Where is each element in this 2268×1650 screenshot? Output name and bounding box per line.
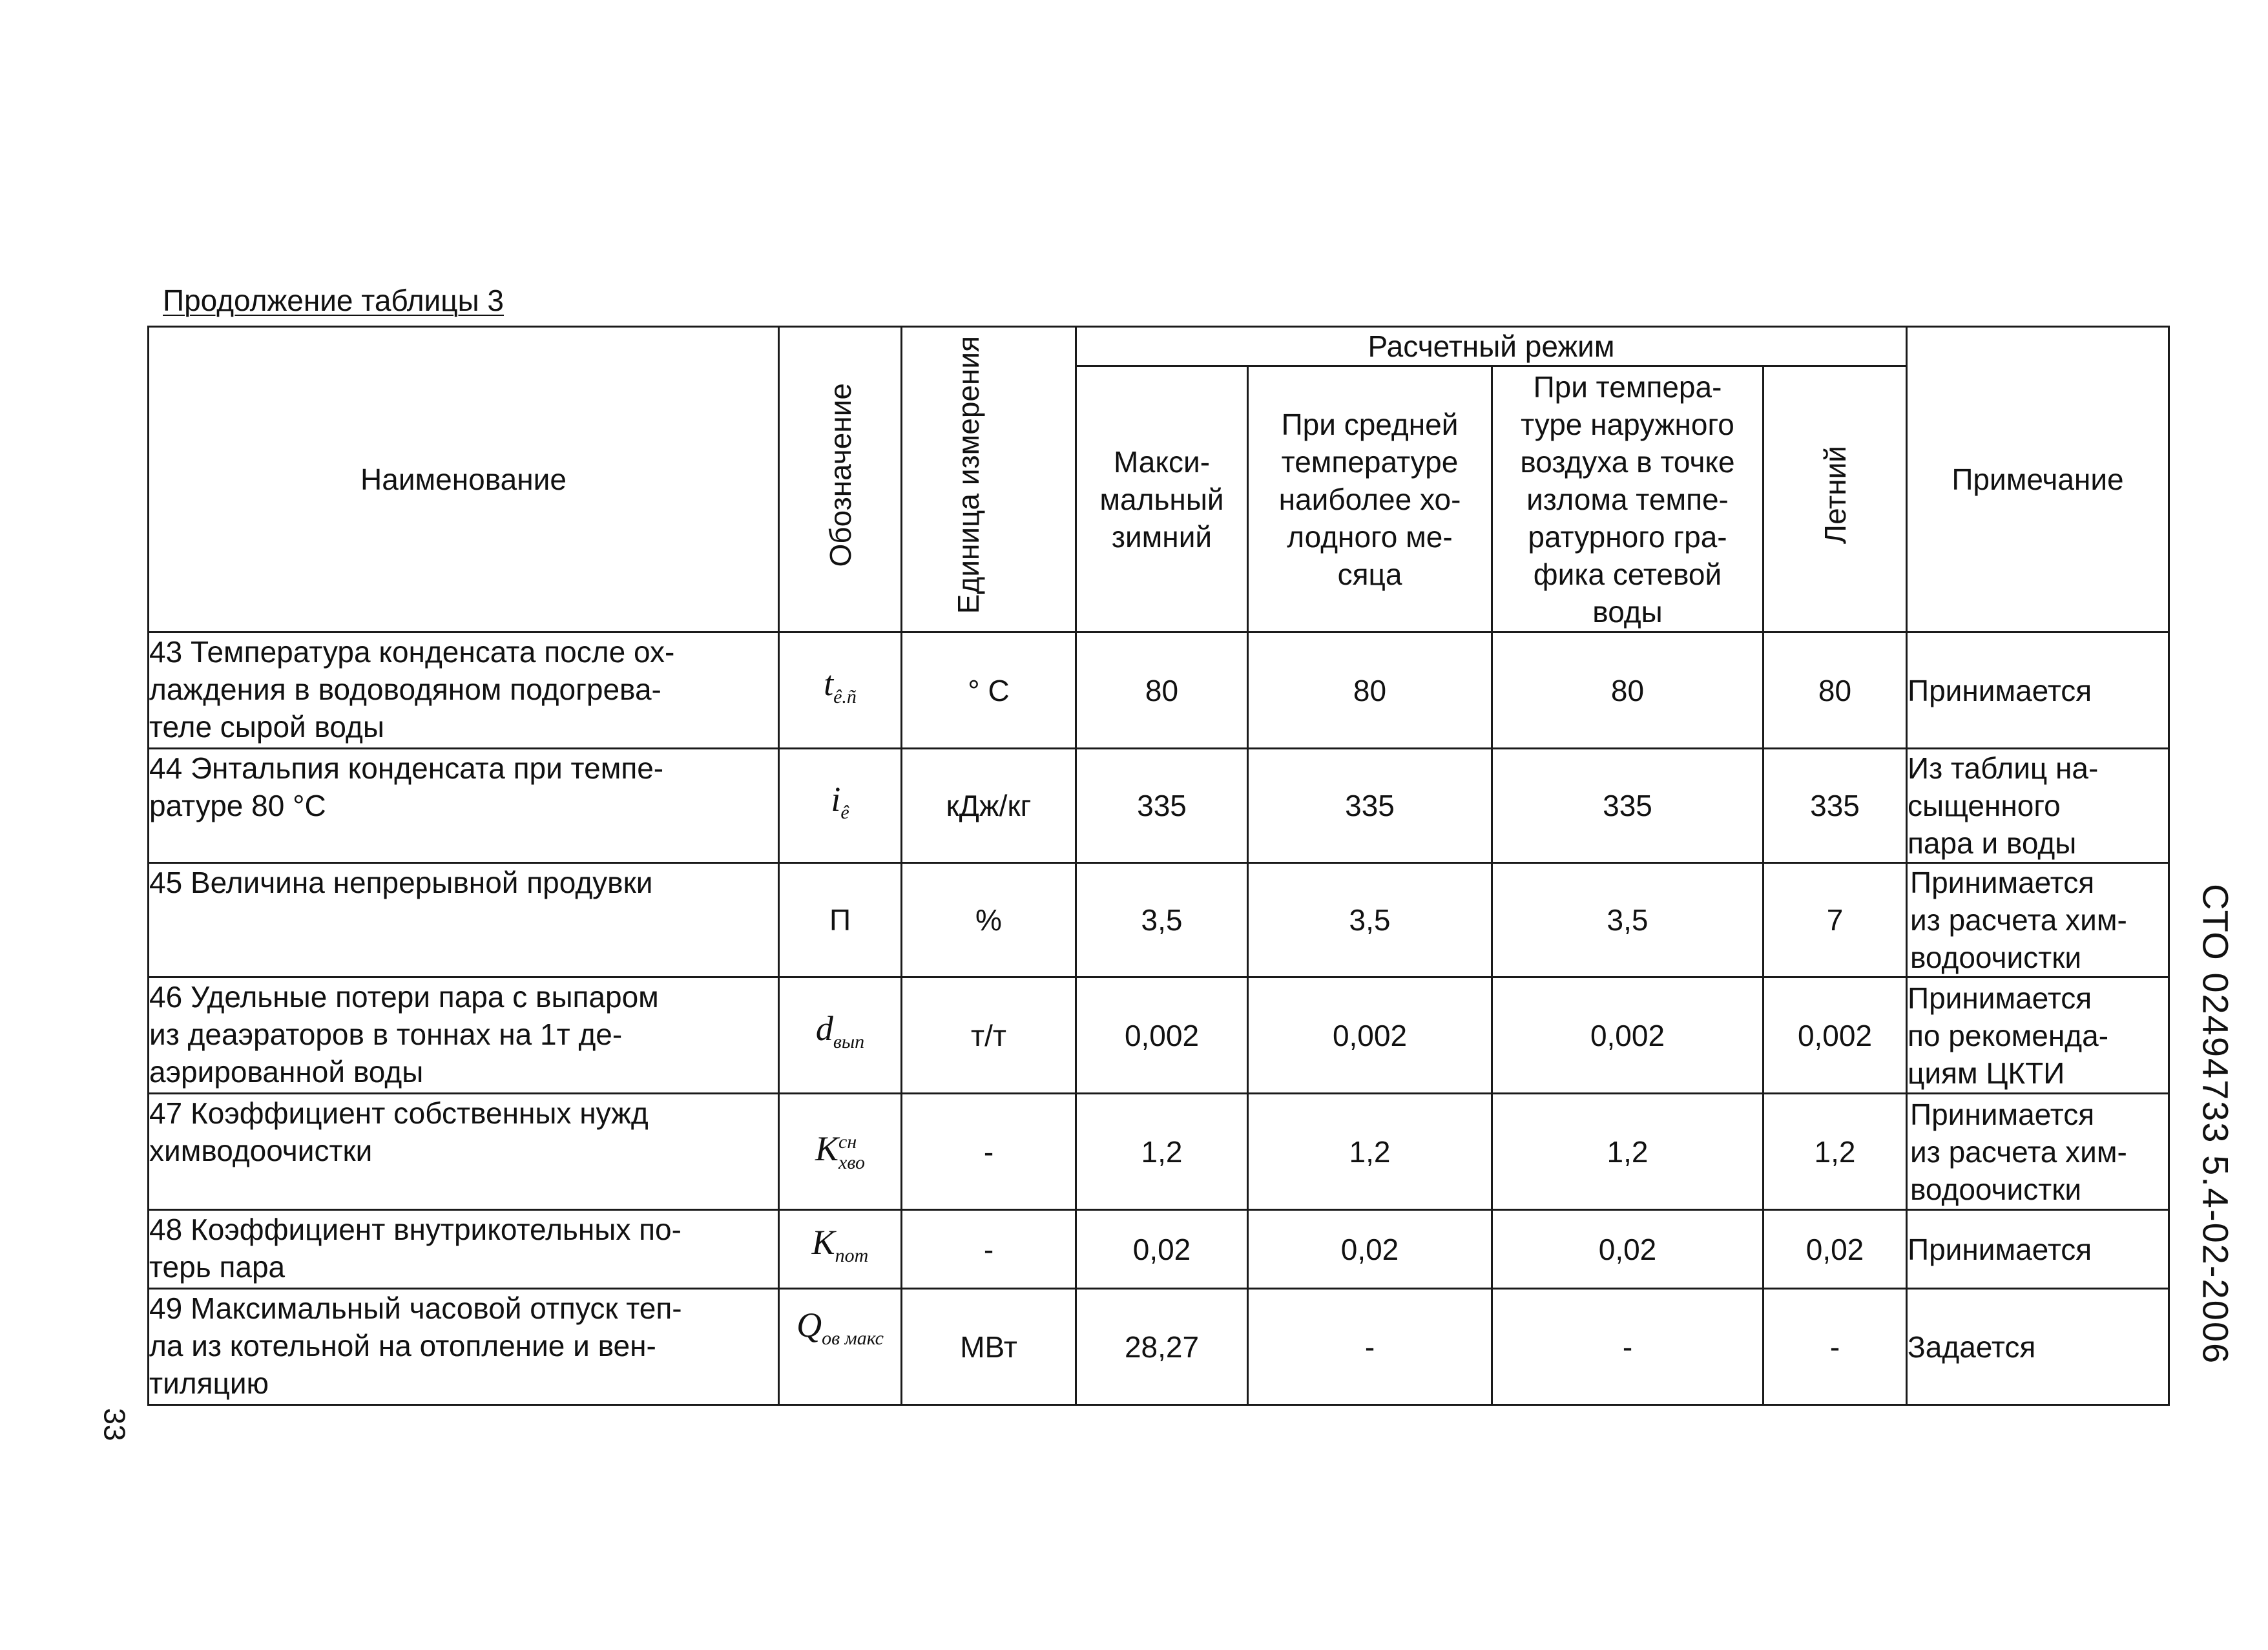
- row-value-coldest-month: 0,002: [1248, 977, 1492, 1094]
- row-note: Из таблиц на- сыщенного пара и воды: [1907, 749, 2169, 863]
- row-name: 47 Коэффициент собственных нужд химводоочистки: [149, 1094, 779, 1210]
- row-value-summer: -: [1763, 1289, 1907, 1405]
- row-unit: ° С: [902, 632, 1076, 749]
- row-name: 43 Температура конденсата после ох- лаждения в водоводяном подогрева- теле сырой воды: [149, 632, 779, 749]
- row-value-summer: 80: [1763, 632, 1907, 749]
- row-value-break-point: 0,002: [1492, 977, 1763, 1094]
- row-value-summer: 0,02: [1763, 1210, 1907, 1289]
- parameters-table: [147, 326, 2170, 1406]
- row-symbol: $t_{ê.ñ}$: [779, 632, 902, 749]
- row-note: Принимается: [1907, 1210, 2169, 1289]
- row-name: 45 Величина непрерывной продувки: [149, 863, 779, 977]
- header-mode-summer-label: Летний: [1818, 445, 1852, 545]
- row-unit: кДж/кг: [902, 749, 1076, 863]
- row-unit: -: [902, 1210, 1076, 1289]
- row-value-summer: 335: [1763, 749, 1907, 863]
- row-symbol: П: [779, 863, 902, 977]
- header-mode-group: Расчетный режим: [1076, 327, 1907, 366]
- table-row: [149, 1210, 2169, 1289]
- header-name: Наименование: [149, 327, 779, 632]
- header-symbol-label: Обозначение: [823, 383, 857, 567]
- row-note: Принимается из расчета хим- водоочистки: [1907, 1094, 2169, 1210]
- row-value-coldest-month: -: [1248, 1289, 1492, 1405]
- header-mode-max-winter: Макси- мальный зимний: [1076, 366, 1248, 632]
- header-mode-summer: [1763, 366, 1907, 632]
- row-name: 44 Энтальпия конденсата при темпе- ратуре 80 °С: [149, 749, 779, 863]
- page-number-text: 33: [98, 1408, 132, 1441]
- row-symbol: $d_{вып}$: [779, 977, 902, 1094]
- row-symbol: $K_{пот}$: [779, 1210, 902, 1289]
- row-name: 46 Удельные потери пара с выпаром из деаэраторов в тоннах на 1т де- аэрированной воды: [149, 977, 779, 1094]
- table-row: [149, 1094, 2169, 1210]
- row-symbol: $i_ê$: [779, 749, 902, 863]
- row-value-break-point: -: [1492, 1289, 1763, 1405]
- page-number: [96, 1402, 134, 1447]
- header-mode-coldest-month: При средней температуре наиболее хо- лодного ме- сяца: [1248, 366, 1492, 632]
- table-row: [149, 863, 2169, 977]
- row-unit: %: [902, 863, 1076, 977]
- row-value-break-point: 3,5: [1492, 863, 1763, 977]
- row-note: Принимается: [1907, 632, 2169, 749]
- row-note: Принимается по рекоменда- циям ЦКТИ: [1907, 977, 2169, 1094]
- row-note: Задается: [1907, 1289, 2169, 1405]
- row-symbol: $Q_{ов макс}$: [779, 1289, 902, 1405]
- table-row: [149, 632, 2169, 749]
- row-value-max-winter: 335: [1076, 749, 1248, 863]
- row-value-max-winter: 1,2: [1076, 1094, 1248, 1210]
- header-unit-label: Единица измерения: [951, 336, 985, 614]
- row-value-max-winter: 0,002: [1076, 977, 1248, 1094]
- row-value-summer: 0,002: [1763, 977, 1907, 1094]
- row-value-max-winter: 3,5: [1076, 863, 1248, 977]
- row-value-coldest-month: 1,2: [1248, 1094, 1492, 1210]
- row-name: 48 Коэффициент внутрикотельных по- терь пара: [149, 1210, 779, 1289]
- document-code: [2190, 866, 2242, 1383]
- row-value-summer: 7: [1763, 863, 1907, 977]
- row-value-coldest-month: 80: [1248, 632, 1492, 749]
- header-mode-break-point: При темпера- туре наружного воздуха в точке излома темпе- ратурного гра- фика сетевой воды: [1492, 366, 1763, 632]
- header-symbol: [779, 327, 902, 632]
- row-value-coldest-month: 0,02: [1248, 1210, 1492, 1289]
- row-value-max-winter: 0,02: [1076, 1210, 1248, 1289]
- document-code-text: СТО 02494733 5.4-02-2006: [2195, 883, 2236, 1365]
- row-symbol: K сн хво: [779, 1094, 902, 1210]
- row-value-coldest-month: 3,5: [1248, 863, 1492, 977]
- row-value-max-winter: 28,27: [1076, 1289, 1248, 1405]
- row-value-break-point: 80: [1492, 632, 1763, 749]
- row-value-break-point: 335: [1492, 749, 1763, 863]
- row-note: Принимается из расчета хим- водоочистки: [1907, 863, 2169, 977]
- header-unit: [902, 327, 1076, 632]
- table-row: [149, 1289, 2169, 1405]
- table-caption: Продолжение таблицы 3: [163, 284, 505, 317]
- row-unit: МВт: [902, 1289, 1076, 1405]
- header-note: Примечание: [1907, 327, 2169, 632]
- row-value-coldest-month: 335: [1248, 749, 1492, 863]
- table-row: [149, 977, 2169, 1094]
- row-name: 49 Максимальный часовой отпуск теп- ла из котельной на отопление и вен- тиляцию: [149, 1289, 779, 1405]
- row-value-max-winter: 80: [1076, 632, 1248, 749]
- row-unit: -: [902, 1094, 1076, 1210]
- row-value-summer: 1,2: [1763, 1094, 1907, 1210]
- table-row: [149, 749, 2169, 863]
- row-value-break-point: 0,02: [1492, 1210, 1763, 1289]
- row-value-break-point: 1,2: [1492, 1094, 1763, 1210]
- row-unit: т/т: [902, 977, 1076, 1094]
